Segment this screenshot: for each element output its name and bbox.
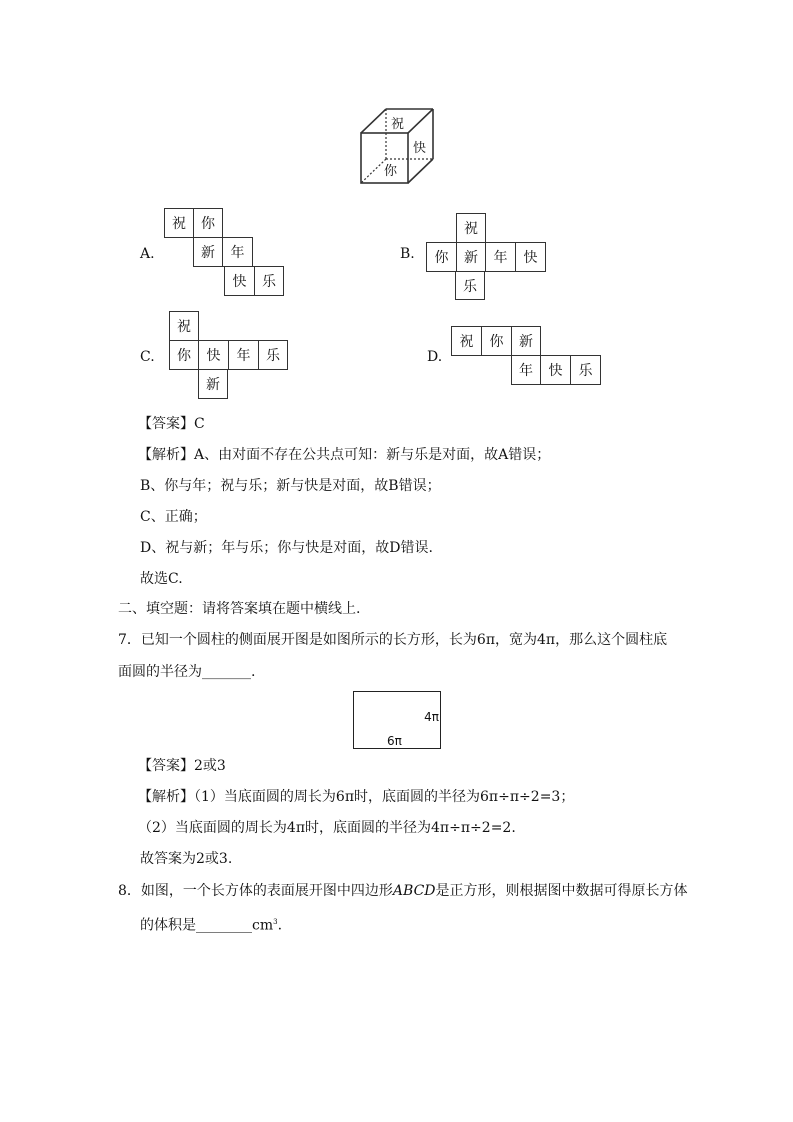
- net-cell: 乐: [254, 266, 284, 296]
- net-cell: 祝: [451, 326, 482, 356]
- net-cell: 乐: [570, 355, 601, 385]
- cube-face-right: 快: [413, 141, 427, 156]
- q6-conclusion: 故选C.: [140, 571, 183, 587]
- q7-analysis-2: （2）当底面圆的周长为4π时，底面圆的半径为4π÷π÷2=2.: [138, 820, 516, 836]
- net-cell: 年: [485, 242, 516, 272]
- net-cell: 快: [198, 340, 229, 370]
- q7-conclusion: 故答案为2或3.: [140, 851, 233, 867]
- q8-text: 8．如图，一个长方体的表面展开图中四边形: [118, 883, 393, 899]
- net-cell: 你: [481, 326, 512, 356]
- q6-analysis-c: C、正确；: [140, 509, 207, 525]
- net-cell: 新: [456, 242, 486, 272]
- q8-text: 的体积是________cm: [140, 917, 274, 934]
- net-cell: 新: [198, 369, 228, 399]
- net-cell: 你: [426, 242, 457, 272]
- net-cell: 祝: [169, 311, 199, 341]
- net-cell: 年: [511, 355, 541, 385]
- net-cell: 祝: [164, 208, 194, 238]
- net-cell: 祝: [456, 213, 486, 243]
- option-a-label: A.: [140, 246, 155, 262]
- q8-question-line1: [118, 883, 688, 899]
- q8-text: 是正方形，则根据图中数据可得原长方体: [435, 883, 688, 899]
- rect-width-label: 4π: [424, 710, 439, 724]
- option-c-label: C.: [140, 349, 155, 365]
- option-d-label: D.: [427, 349, 443, 365]
- net-cell: 新: [511, 326, 541, 356]
- q6-analysis-d: D、祝与新；年与乐；你与快是对面，故D错误.: [140, 540, 433, 556]
- net-cell: 你: [193, 208, 223, 238]
- q6-analysis-b: B、你与年；祝与乐；新与快是对面，故B错误；: [140, 478, 441, 494]
- section-heading: 二、填空题：请将答案填在题中横线上.: [118, 601, 361, 617]
- q7-question-line1: 7．已知一个圆柱的侧面展开图是如图所示的长方形，长为6π，宽为4π，那么这个圆柱底: [118, 632, 668, 648]
- net-cell: 快: [515, 242, 546, 272]
- cube-face-front: 你: [384, 164, 398, 179]
- option-b-label: B.: [400, 246, 415, 262]
- net-cell: 快: [224, 266, 255, 296]
- net-cell: 年: [228, 340, 259, 370]
- net-cell: 乐: [455, 271, 485, 300]
- q6-answer: 【答案】C: [138, 416, 205, 432]
- q7-rectangle-figure: [353, 691, 441, 749]
- net-cell: 乐: [258, 340, 288, 370]
- q8-text: .: [277, 917, 283, 934]
- net-cell: 年: [222, 237, 253, 267]
- q7-answer: 【答案】2或3: [138, 758, 226, 774]
- q8-shape-name: ABCD: [392, 883, 436, 899]
- q8-question-line2: [140, 914, 282, 934]
- q7-question-line2: 面圆的半径为_______.: [118, 664, 256, 680]
- q6-analysis: 【解析】A、由对面不存在公共点可知：新与乐是对面，故A错误；: [138, 447, 551, 463]
- rect-length-label: 6π: [387, 734, 402, 748]
- net-cell: 你: [169, 340, 199, 370]
- net-cell: 新: [193, 237, 223, 267]
- cube-face-top: 祝: [391, 117, 405, 132]
- q8-exponent: 3: [273, 918, 278, 926]
- q7-analysis-1: 【解析】（1）当底面圆的周长为6π时，底面圆的半径为6π÷π÷2=3；: [138, 789, 575, 805]
- net-cell: 快: [540, 355, 571, 385]
